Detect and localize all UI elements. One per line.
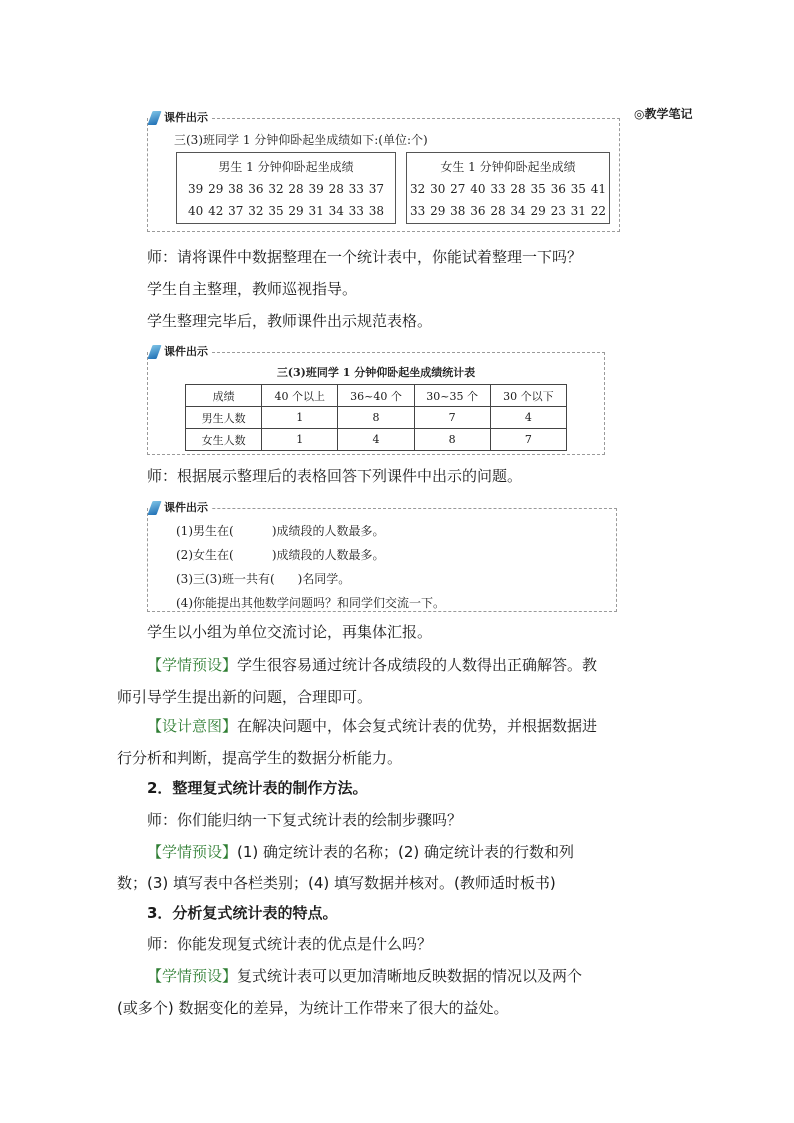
design-intent-label: 【设计意图】	[147, 717, 238, 735]
paragraph-students-organize: 学生自主整理，教师巡视指导。	[147, 280, 358, 298]
table-header-row	[186, 385, 567, 407]
paragraph-teacher-prompt-3: 师：你们能归纳一下复式统计表的绘制步骤吗？	[147, 811, 463, 829]
paragraph-design-intent-cont: 行分析和判断，提高学生的数据分析能力。	[117, 749, 403, 767]
teaching-notes-label: ◎教学笔记	[634, 107, 693, 121]
table-cell: 7	[414, 407, 490, 429]
paragraph-learning-preset-2-cont: 数；(3) 填写表中各栏类别；(4) 填写数据并核对。(教师适时板书)	[117, 874, 556, 892]
table-cell: 4	[490, 407, 566, 429]
question-item: (2)女生在( )成绩段的人数最多。	[176, 548, 385, 562]
girls-scores-title: 女生 1 分钟仰卧起坐成绩	[440, 160, 576, 174]
table-cell: 7	[490, 429, 566, 451]
girls-scores-row-1: 32 30 27 40 33 28 35 36 35 41	[409, 182, 607, 196]
courseware-tag-label: 课件出示	[164, 345, 208, 358]
table-header-cell: 30~35 个	[414, 385, 490, 407]
paragraph-teacher-prompt-1: 师：请将课件中数据整理在一个统计表中，你能试着整理一下吗？	[147, 248, 583, 266]
paragraph-teacher-prompt-4: 师：你能发现复式统计表的优点是什么吗？	[147, 935, 433, 953]
learning-preset-label: 【学情预设】	[147, 843, 238, 861]
paragraph-text: 在解决问题中，体会复式统计表的优势，并根据数据进	[237, 717, 598, 735]
question-item: (4)你能提出其他数学问题吗？和同学们交流一下。	[176, 596, 445, 610]
boys-scores-box	[176, 152, 396, 224]
table-cell: 男生人数	[186, 407, 262, 429]
stat-table	[185, 384, 567, 451]
boys-scores-row-1: 39 29 38 36 32 28 39 28 33 37	[187, 182, 385, 196]
paragraph-learning-preset-3	[147, 966, 582, 986]
question-item: (1)男生在( )成绩段的人数最多。	[176, 524, 385, 538]
girls-scores-row-2: 33 29 38 36 28 34 29 23 31 22	[409, 204, 607, 218]
section-heading-3: 3．分析复式统计表的特点。	[147, 904, 338, 922]
paragraph-design-intent	[147, 716, 597, 736]
table-header-cell: 40 个以上	[262, 385, 338, 407]
paragraph-text: 复式统计表可以更加清晰地反映数据的情况以及两个	[237, 967, 583, 985]
paragraph-learning-preset-1	[147, 655, 597, 675]
table-header-cell: 成绩	[186, 385, 262, 407]
table-row	[186, 429, 567, 451]
paragraph-learning-preset-2	[147, 842, 574, 862]
paragraph-group-discussion: 学生以小组为单位交流讨论，再集体汇报。	[147, 623, 433, 641]
paragraph-learning-preset-1-cont: 师引导学生提出新的问题，合理即可。	[117, 688, 373, 706]
learning-preset-label: 【学情预设】	[147, 656, 238, 674]
paragraph-teacher-shows-table: 学生整理完毕后，教师课件出示规范表格。	[147, 312, 433, 330]
tag-marker-icon	[147, 111, 161, 125]
courseware-tag-label: 课件出示	[164, 111, 208, 124]
paragraph-teacher-prompt-2: 师：根据展示整理后的表格回答下列课件中出示的问题。	[147, 467, 523, 485]
stat-table-title: 三(3)班同学 1 分钟仰卧起坐成绩统计表	[276, 366, 476, 379]
girls-scores-box	[406, 152, 610, 224]
boys-scores-row-2: 40 42 37 32 35 29 31 34 33 38	[187, 204, 385, 218]
table-header-cell: 36~40 个	[338, 385, 414, 407]
table-cell: 4	[338, 429, 414, 451]
question-item: (3)三(3)班一共有( )名同学。	[176, 572, 351, 586]
courseware-tag	[148, 344, 212, 360]
table-cell: 8	[414, 429, 490, 451]
table-header-cell: 30 个以下	[490, 385, 566, 407]
paragraph-text: 学生很容易通过统计各成绩段的人数得出正确解答。教	[237, 656, 598, 674]
paragraph-learning-preset-3-cont: (或多个) 数据变化的差异，为统计工作带来了很大的益处。	[117, 999, 509, 1017]
tag-marker-icon	[147, 501, 161, 515]
tag-marker-icon	[147, 345, 161, 359]
learning-preset-label: 【学情预设】	[147, 967, 238, 985]
section-heading-2: 2．整理复式统计表的制作方法。	[147, 779, 368, 797]
table-cell: 女生人数	[186, 429, 262, 451]
paragraph-text: (1) 确定统计表的名称；(2) 确定统计表的行数和列	[237, 843, 575, 861]
boys-scores-title: 男生 1 分钟仰卧起坐成绩	[218, 160, 354, 174]
courseware-tag-label: 课件出示	[164, 501, 208, 514]
box1-intro: 三(3)班同学 1 分钟仰卧起坐成绩如下:(单位:个)	[174, 133, 428, 147]
table-cell: 8	[338, 407, 414, 429]
table-cell: 1	[262, 429, 338, 451]
courseware-tag	[148, 110, 212, 126]
table-cell: 1	[262, 407, 338, 429]
table-row	[186, 407, 567, 429]
courseware-tag	[148, 500, 212, 516]
